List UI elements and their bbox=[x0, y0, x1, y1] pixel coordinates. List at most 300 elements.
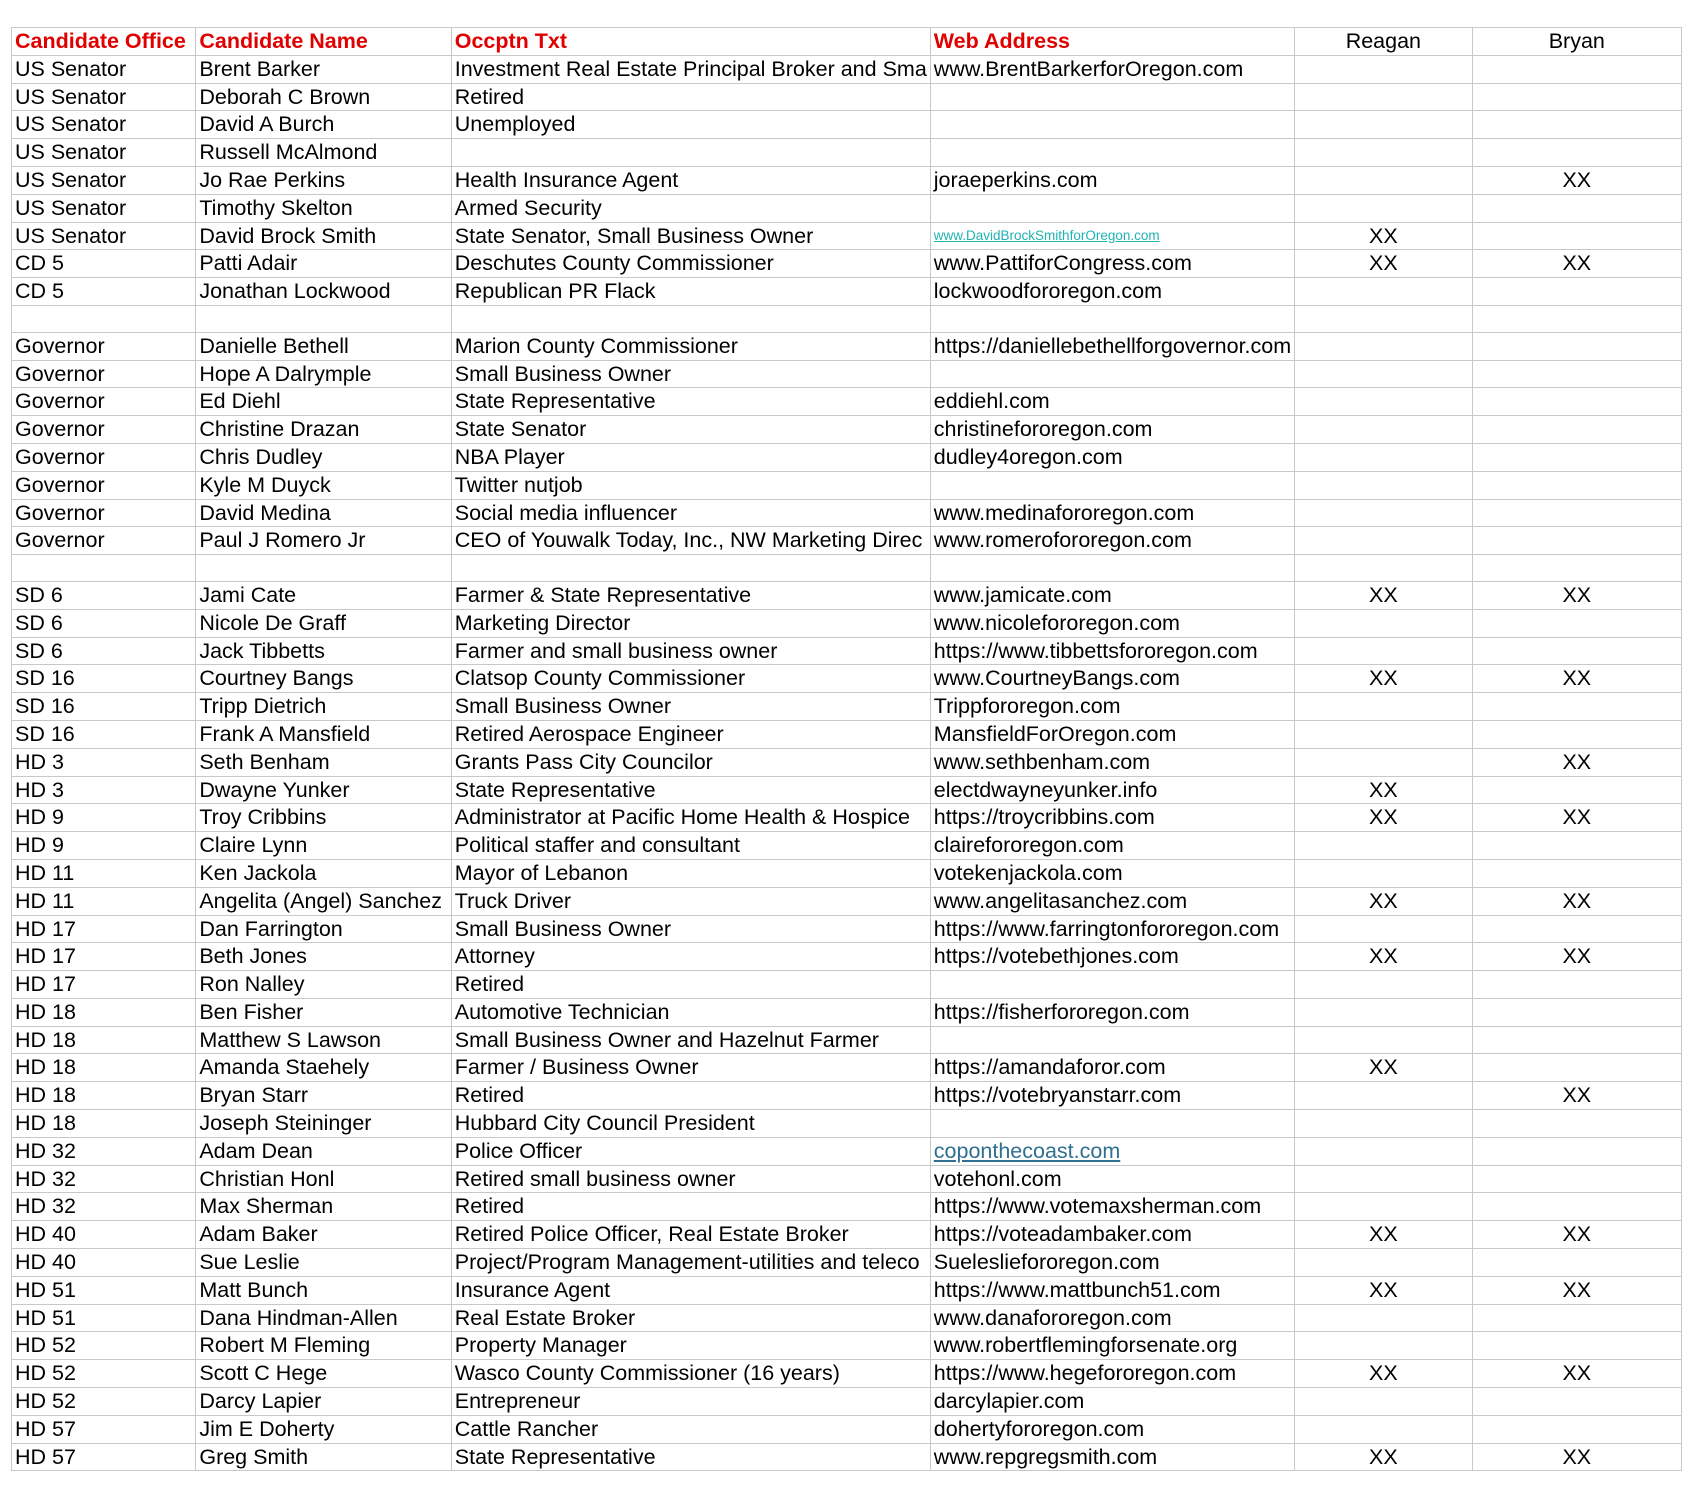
name-cell[interactable]: Courtney Bangs bbox=[196, 665, 451, 693]
occupation-cell[interactable]: Hubbard City Council President bbox=[451, 1110, 930, 1138]
office-cell[interactable]: HD 9 bbox=[12, 832, 196, 860]
reagan-mark-cell[interactable] bbox=[1295, 139, 1472, 167]
name-cell[interactable]: Scott C Hege bbox=[196, 1360, 451, 1388]
office-cell[interactable]: US Senator bbox=[12, 111, 196, 139]
name-cell[interactable]: Claire Lynn bbox=[196, 832, 451, 860]
name-cell[interactable]: Ed Diehl bbox=[196, 388, 451, 416]
name-cell[interactable]: Ben Fisher bbox=[196, 998, 451, 1026]
web-address-cell[interactable]: www.danafororegon.com bbox=[930, 1304, 1294, 1332]
reagan-mark-cell[interactable]: XX bbox=[1295, 804, 1472, 832]
occupation-cell[interactable]: Wasco County Commissioner (16 years) bbox=[451, 1360, 930, 1388]
reagan-mark-cell[interactable] bbox=[1295, 998, 1472, 1026]
occupation-cell[interactable]: Deschutes County Commissioner bbox=[451, 250, 930, 278]
name-cell[interactable]: Adam Baker bbox=[196, 1221, 451, 1249]
bryan-mark-cell[interactable]: XX bbox=[1472, 1082, 1681, 1110]
name-cell[interactable]: Max Sherman bbox=[196, 1193, 451, 1221]
web-address-cell[interactable]: www.sethbenham.com bbox=[930, 748, 1294, 776]
web-address-cell[interactable]: https://votebethjones.com bbox=[930, 943, 1294, 971]
name-cell[interactable]: Deborah C Brown bbox=[196, 83, 451, 111]
reagan-mark-cell[interactable] bbox=[1295, 555, 1472, 582]
office-cell[interactable]: Governor bbox=[12, 416, 196, 444]
office-cell[interactable]: HD 18 bbox=[12, 998, 196, 1026]
reagan-mark-cell[interactable] bbox=[1295, 1332, 1472, 1360]
reagan-mark-cell[interactable] bbox=[1295, 1193, 1472, 1221]
web-address-cell[interactable]: darcylapier.com bbox=[930, 1388, 1294, 1416]
occupation-cell[interactable] bbox=[451, 555, 930, 582]
reagan-mark-cell[interactable] bbox=[1295, 166, 1472, 194]
occupation-cell[interactable]: Project/Program Management-utilities and teleco bbox=[451, 1249, 930, 1277]
office-cell[interactable]: HD 57 bbox=[12, 1443, 196, 1471]
web-address-cell[interactable]: votekenjackola.com bbox=[930, 859, 1294, 887]
office-cell[interactable]: Governor bbox=[12, 443, 196, 471]
occupation-cell[interactable]: Property Manager bbox=[451, 1332, 930, 1360]
bryan-mark-cell[interactable] bbox=[1472, 609, 1681, 637]
occupation-cell[interactable]: Retired small business owner bbox=[451, 1165, 930, 1193]
name-cell[interactable]: Sue Leslie bbox=[196, 1249, 451, 1277]
name-cell[interactable]: Brent Barker bbox=[196, 55, 451, 83]
occupation-cell[interactable]: Armed Security bbox=[451, 194, 930, 222]
name-cell[interactable]: Dwayne Yunker bbox=[196, 776, 451, 804]
reagan-mark-cell[interactable] bbox=[1295, 332, 1472, 360]
bryan-mark-cell[interactable] bbox=[1472, 1137, 1681, 1165]
bryan-mark-cell[interactable]: XX bbox=[1472, 1221, 1681, 1249]
reagan-mark-cell[interactable] bbox=[1295, 693, 1472, 721]
occupation-cell[interactable]: Marion County Commissioner bbox=[451, 332, 930, 360]
header-occupation[interactable]: Occptn Txt bbox=[451, 28, 930, 56]
office-cell[interactable]: US Senator bbox=[12, 166, 196, 194]
occupation-cell[interactable]: Investment Real Estate Principal Broker and Sma bbox=[451, 55, 930, 83]
reagan-mark-cell[interactable] bbox=[1295, 527, 1472, 555]
web-address-cell[interactable]: www.jamicate.com bbox=[930, 581, 1294, 609]
office-cell[interactable]: HD 18 bbox=[12, 1054, 196, 1082]
bryan-mark-cell[interactable] bbox=[1472, 194, 1681, 222]
occupation-cell[interactable]: Small Business Owner bbox=[451, 360, 930, 388]
occupation-cell[interactable]: Entrepreneur bbox=[451, 1388, 930, 1416]
bryan-mark-cell[interactable] bbox=[1472, 1026, 1681, 1054]
web-address-cell[interactable]: www.DavidBrockSmithforOregon.com bbox=[930, 222, 1294, 250]
bryan-mark-cell[interactable] bbox=[1472, 998, 1681, 1026]
occupation-cell[interactable]: Automotive Technician bbox=[451, 998, 930, 1026]
header-candidate-office[interactable]: Candidate Office bbox=[12, 28, 196, 56]
header-reagan[interactable]: Reagan bbox=[1295, 28, 1472, 56]
name-cell[interactable]: Bryan Starr bbox=[196, 1082, 451, 1110]
occupation-cell[interactable]: Marketing Director bbox=[451, 609, 930, 637]
occupation-cell[interactable]: Political staffer and consultant bbox=[451, 832, 930, 860]
name-cell[interactable]: Jami Cate bbox=[196, 581, 451, 609]
reagan-mark-cell[interactable] bbox=[1295, 360, 1472, 388]
web-address-cell[interactable] bbox=[930, 360, 1294, 388]
web-address-cell[interactable] bbox=[930, 194, 1294, 222]
office-cell[interactable] bbox=[12, 305, 196, 332]
web-address-cell[interactable] bbox=[930, 139, 1294, 167]
office-cell[interactable]: HD 18 bbox=[12, 1110, 196, 1138]
reagan-mark-cell[interactable] bbox=[1295, 1082, 1472, 1110]
occupation-cell[interactable]: State Senator, Small Business Owner bbox=[451, 222, 930, 250]
office-cell[interactable]: HD 18 bbox=[12, 1082, 196, 1110]
office-cell[interactable] bbox=[12, 555, 196, 582]
web-address-cell[interactable]: dohertyfororegon.com bbox=[930, 1415, 1294, 1443]
web-address-cell[interactable]: www.angelitasanchez.com bbox=[930, 887, 1294, 915]
occupation-cell[interactable]: NBA Player bbox=[451, 443, 930, 471]
reagan-mark-cell[interactable] bbox=[1295, 859, 1472, 887]
web-address-cell[interactable]: https://www.votemaxsherman.com bbox=[930, 1193, 1294, 1221]
name-cell[interactable]: Dan Farrington bbox=[196, 915, 451, 943]
web-address-cell[interactable] bbox=[930, 471, 1294, 499]
web-address-cell[interactable] bbox=[930, 83, 1294, 111]
web-address-cell[interactable]: https://www.hegefororegon.com bbox=[930, 1360, 1294, 1388]
bryan-mark-cell[interactable]: XX bbox=[1472, 1360, 1681, 1388]
reagan-mark-cell[interactable] bbox=[1295, 1415, 1472, 1443]
web-address-cell[interactable]: https://fisherfororegon.com bbox=[930, 998, 1294, 1026]
header-candidate-name[interactable]: Candidate Name bbox=[196, 28, 451, 56]
occupation-cell[interactable]: Small Business Owner bbox=[451, 915, 930, 943]
occupation-cell[interactable]: Health Insurance Agent bbox=[451, 166, 930, 194]
web-address-cell[interactable]: https://www.mattbunch51.com bbox=[930, 1276, 1294, 1304]
name-cell[interactable]: Timothy Skelton bbox=[196, 194, 451, 222]
web-address-cell[interactable]: joraeperkins.com bbox=[930, 166, 1294, 194]
bryan-mark-cell[interactable] bbox=[1472, 139, 1681, 167]
bryan-mark-cell[interactable] bbox=[1472, 1332, 1681, 1360]
name-cell[interactable]: Christian Honl bbox=[196, 1165, 451, 1193]
web-address-cell[interactable]: https://www.farringtonfororegon.com bbox=[930, 915, 1294, 943]
bryan-mark-cell[interactable] bbox=[1472, 332, 1681, 360]
office-cell[interactable]: SD 6 bbox=[12, 637, 196, 665]
office-cell[interactable]: CD 5 bbox=[12, 278, 196, 306]
bryan-mark-cell[interactable] bbox=[1472, 83, 1681, 111]
web-address-cell[interactable]: christinefororegon.com bbox=[930, 416, 1294, 444]
web-address-cell[interactable]: www.medinafororegon.com bbox=[930, 499, 1294, 527]
name-cell[interactable]: Nicole De Graff bbox=[196, 609, 451, 637]
reagan-mark-cell[interactable] bbox=[1295, 499, 1472, 527]
bryan-mark-cell[interactable] bbox=[1472, 278, 1681, 306]
name-cell[interactable]: David A Burch bbox=[196, 111, 451, 139]
bryan-mark-cell[interactable]: XX bbox=[1472, 1443, 1681, 1471]
reagan-mark-cell[interactable]: XX bbox=[1295, 222, 1472, 250]
name-cell[interactable]: Ken Jackola bbox=[196, 859, 451, 887]
name-cell[interactable]: Paul J Romero Jr bbox=[196, 527, 451, 555]
reagan-mark-cell[interactable] bbox=[1295, 609, 1472, 637]
bryan-mark-cell[interactable] bbox=[1472, 222, 1681, 250]
reagan-mark-cell[interactable]: XX bbox=[1295, 1360, 1472, 1388]
reagan-mark-cell[interactable] bbox=[1295, 471, 1472, 499]
bryan-mark-cell[interactable] bbox=[1472, 55, 1681, 83]
office-cell[interactable]: SD 6 bbox=[12, 609, 196, 637]
name-cell[interactable]: Danielle Bethell bbox=[196, 332, 451, 360]
office-cell[interactable]: HD 17 bbox=[12, 943, 196, 971]
web-address-cell[interactable]: electdwayneyunker.info bbox=[930, 776, 1294, 804]
occupation-cell[interactable]: CEO of Youwalk Today, Inc., NW Marketing Direc bbox=[451, 527, 930, 555]
office-cell[interactable]: HD 17 bbox=[12, 915, 196, 943]
name-cell[interactable]: Amanda Staehely bbox=[196, 1054, 451, 1082]
occupation-cell[interactable]: Attorney bbox=[451, 943, 930, 971]
office-cell[interactable]: HD 9 bbox=[12, 804, 196, 832]
reagan-mark-cell[interactable] bbox=[1295, 1137, 1472, 1165]
web-address-cell[interactable]: www.CourtneyBangs.com bbox=[930, 665, 1294, 693]
occupation-cell[interactable]: Social media influencer bbox=[451, 499, 930, 527]
bryan-mark-cell[interactable]: XX bbox=[1472, 665, 1681, 693]
web-address-cell[interactable]: coponthecoast.com bbox=[930, 1137, 1294, 1165]
occupation-cell[interactable]: Grants Pass City Councilor bbox=[451, 748, 930, 776]
office-cell[interactable]: HD 51 bbox=[12, 1276, 196, 1304]
name-cell[interactable]: Dana Hindman-Allen bbox=[196, 1304, 451, 1332]
reagan-mark-cell[interactable] bbox=[1295, 1304, 1472, 1332]
bryan-mark-cell[interactable]: XX bbox=[1472, 804, 1681, 832]
office-cell[interactable]: SD 6 bbox=[12, 581, 196, 609]
bryan-mark-cell[interactable] bbox=[1472, 360, 1681, 388]
reagan-mark-cell[interactable] bbox=[1295, 83, 1472, 111]
office-cell[interactable]: HD 3 bbox=[12, 748, 196, 776]
web-address-cell[interactable] bbox=[930, 1110, 1294, 1138]
occupation-cell[interactable]: Retired bbox=[451, 83, 930, 111]
office-cell[interactable]: HD 32 bbox=[12, 1137, 196, 1165]
bryan-mark-cell[interactable] bbox=[1472, 832, 1681, 860]
name-cell[interactable]: Jonathan Lockwood bbox=[196, 278, 451, 306]
office-cell[interactable]: HD 32 bbox=[12, 1193, 196, 1221]
name-cell[interactable]: Beth Jones bbox=[196, 943, 451, 971]
bryan-mark-cell[interactable] bbox=[1472, 499, 1681, 527]
reagan-mark-cell[interactable]: XX bbox=[1295, 943, 1472, 971]
bryan-mark-cell[interactable] bbox=[1472, 1415, 1681, 1443]
bryan-mark-cell[interactable] bbox=[1472, 1165, 1681, 1193]
reagan-mark-cell[interactable] bbox=[1295, 1026, 1472, 1054]
office-cell[interactable]: HD 52 bbox=[12, 1332, 196, 1360]
reagan-mark-cell[interactable] bbox=[1295, 1249, 1472, 1277]
bryan-mark-cell[interactable]: XX bbox=[1472, 250, 1681, 278]
bryan-mark-cell[interactable] bbox=[1472, 416, 1681, 444]
reagan-mark-cell[interactable] bbox=[1295, 1110, 1472, 1138]
reagan-mark-cell[interactable] bbox=[1295, 443, 1472, 471]
reagan-mark-cell[interactable] bbox=[1295, 1388, 1472, 1416]
office-cell[interactable]: HD 18 bbox=[12, 1026, 196, 1054]
bryan-mark-cell[interactable] bbox=[1472, 443, 1681, 471]
occupation-cell[interactable]: Republican PR Flack bbox=[451, 278, 930, 306]
reagan-mark-cell[interactable] bbox=[1295, 915, 1472, 943]
name-cell[interactable]: Greg Smith bbox=[196, 1443, 451, 1471]
office-cell[interactable]: SD 16 bbox=[12, 665, 196, 693]
occupation-cell[interactable]: Police Officer bbox=[451, 1137, 930, 1165]
occupation-cell[interactable]: State Representative bbox=[451, 776, 930, 804]
name-cell[interactable]: Angelita (Angel) Sanchez bbox=[196, 887, 451, 915]
occupation-cell[interactable]: Small Business Owner bbox=[451, 693, 930, 721]
office-cell[interactable]: HD 11 bbox=[12, 887, 196, 915]
bryan-mark-cell[interactable] bbox=[1472, 111, 1681, 139]
name-cell[interactable]: Ron Nalley bbox=[196, 971, 451, 999]
office-cell[interactable]: HD 57 bbox=[12, 1415, 196, 1443]
office-cell[interactable]: HD 17 bbox=[12, 971, 196, 999]
name-cell[interactable]: David Medina bbox=[196, 499, 451, 527]
occupation-cell[interactable]: Farmer / Business Owner bbox=[451, 1054, 930, 1082]
occupation-cell[interactable] bbox=[451, 139, 930, 167]
bryan-mark-cell[interactable] bbox=[1472, 1193, 1681, 1221]
occupation-cell[interactable]: Insurance Agent bbox=[451, 1276, 930, 1304]
name-cell[interactable]: Robert M Fleming bbox=[196, 1332, 451, 1360]
bryan-mark-cell[interactable] bbox=[1472, 527, 1681, 555]
office-cell[interactable]: HD 40 bbox=[12, 1249, 196, 1277]
office-cell[interactable]: SD 16 bbox=[12, 720, 196, 748]
web-address-cell[interactable] bbox=[930, 305, 1294, 332]
occupation-cell[interactable]: Retired Aerospace Engineer bbox=[451, 720, 930, 748]
occupation-cell[interactable]: State Representative bbox=[451, 1443, 930, 1471]
reagan-mark-cell[interactable] bbox=[1295, 305, 1472, 332]
name-cell[interactable]: Troy Cribbins bbox=[196, 804, 451, 832]
web-address-cell[interactable]: lockwoodfororegon.com bbox=[930, 278, 1294, 306]
occupation-cell[interactable]: Mayor of Lebanon bbox=[451, 859, 930, 887]
bryan-mark-cell[interactable] bbox=[1472, 720, 1681, 748]
bryan-mark-cell[interactable]: XX bbox=[1472, 581, 1681, 609]
reagan-mark-cell[interactable] bbox=[1295, 832, 1472, 860]
office-cell[interactable]: HD 32 bbox=[12, 1165, 196, 1193]
bryan-mark-cell[interactable] bbox=[1472, 1249, 1681, 1277]
name-cell[interactable]: Adam Dean bbox=[196, 1137, 451, 1165]
reagan-mark-cell[interactable]: XX bbox=[1295, 250, 1472, 278]
bryan-mark-cell[interactable] bbox=[1472, 915, 1681, 943]
web-address-cell[interactable]: Trippfororegon.com bbox=[930, 693, 1294, 721]
office-cell[interactable]: SD 16 bbox=[12, 693, 196, 721]
bryan-mark-cell[interactable] bbox=[1472, 1304, 1681, 1332]
reagan-mark-cell[interactable] bbox=[1295, 416, 1472, 444]
bryan-mark-cell[interactable]: XX bbox=[1472, 1276, 1681, 1304]
office-cell[interactable]: US Senator bbox=[12, 55, 196, 83]
occupation-cell[interactable]: State Senator bbox=[451, 416, 930, 444]
occupation-cell[interactable]: Retired bbox=[451, 971, 930, 999]
name-cell[interactable]: Chris Dudley bbox=[196, 443, 451, 471]
bryan-mark-cell[interactable] bbox=[1472, 859, 1681, 887]
name-cell[interactable]: Kyle M Duyck bbox=[196, 471, 451, 499]
reagan-mark-cell[interactable] bbox=[1295, 388, 1472, 416]
office-cell[interactable]: HD 3 bbox=[12, 776, 196, 804]
web-address-cell[interactable] bbox=[930, 971, 1294, 999]
reagan-mark-cell[interactable] bbox=[1295, 637, 1472, 665]
office-cell[interactable]: Governor bbox=[12, 471, 196, 499]
office-cell[interactable]: HD 52 bbox=[12, 1388, 196, 1416]
reagan-mark-cell[interactable]: XX bbox=[1295, 1276, 1472, 1304]
occupation-cell[interactable]: Truck Driver bbox=[451, 887, 930, 915]
office-cell[interactable]: Governor bbox=[12, 527, 196, 555]
office-cell[interactable]: US Senator bbox=[12, 222, 196, 250]
office-cell[interactable]: HD 11 bbox=[12, 859, 196, 887]
occupation-cell[interactable]: Unemployed bbox=[451, 111, 930, 139]
occupation-cell[interactable]: Retired bbox=[451, 1082, 930, 1110]
bryan-mark-cell[interactable] bbox=[1472, 637, 1681, 665]
name-cell[interactable]: Joseph Steininger bbox=[196, 1110, 451, 1138]
bryan-mark-cell[interactable] bbox=[1472, 555, 1681, 582]
reagan-mark-cell[interactable] bbox=[1295, 194, 1472, 222]
occupation-cell[interactable] bbox=[451, 305, 930, 332]
reagan-mark-cell[interactable] bbox=[1295, 55, 1472, 83]
name-cell[interactable]: Christine Drazan bbox=[196, 416, 451, 444]
web-address-cell[interactable]: votehonl.com bbox=[930, 1165, 1294, 1193]
header-bryan[interactable]: Bryan bbox=[1472, 28, 1681, 56]
reagan-mark-cell[interactable] bbox=[1295, 111, 1472, 139]
name-cell[interactable]: Russell McAlmond bbox=[196, 139, 451, 167]
bryan-mark-cell[interactable] bbox=[1472, 1054, 1681, 1082]
office-cell[interactable]: HD 51 bbox=[12, 1304, 196, 1332]
web-address-cell[interactable]: MansfieldForOregon.com bbox=[930, 720, 1294, 748]
web-address-cell[interactable]: www.PattiforCongress.com bbox=[930, 250, 1294, 278]
occupation-cell[interactable]: Cattle Rancher bbox=[451, 1415, 930, 1443]
web-address-cell[interactable] bbox=[930, 555, 1294, 582]
bryan-mark-cell[interactable] bbox=[1472, 305, 1681, 332]
web-address-cell[interactable]: eddiehl.com bbox=[930, 388, 1294, 416]
web-address-cell[interactable]: Suelesliefororegon.com bbox=[930, 1249, 1294, 1277]
reagan-mark-cell[interactable]: XX bbox=[1295, 776, 1472, 804]
office-cell[interactable]: HD 52 bbox=[12, 1360, 196, 1388]
web-address-cell[interactable]: www.repgregsmith.com bbox=[930, 1443, 1294, 1471]
web-address-cell[interactable]: https://voteadambaker.com bbox=[930, 1221, 1294, 1249]
occupation-cell[interactable]: Retired Police Officer, Real Estate Broker bbox=[451, 1221, 930, 1249]
office-cell[interactable]: HD 40 bbox=[12, 1221, 196, 1249]
name-cell[interactable] bbox=[196, 555, 451, 582]
reagan-mark-cell[interactable]: XX bbox=[1295, 665, 1472, 693]
bryan-mark-cell[interactable] bbox=[1472, 1110, 1681, 1138]
name-cell[interactable] bbox=[196, 305, 451, 332]
reagan-mark-cell[interactable]: XX bbox=[1295, 1443, 1472, 1471]
name-cell[interactable]: David Brock Smith bbox=[196, 222, 451, 250]
web-address-cell[interactable]: www.nicolefororegon.com bbox=[930, 609, 1294, 637]
web-address-cell[interactable]: https://troycribbins.com bbox=[930, 804, 1294, 832]
reagan-mark-cell[interactable]: XX bbox=[1295, 581, 1472, 609]
name-cell[interactable]: Hope A Dalrymple bbox=[196, 360, 451, 388]
office-cell[interactable]: US Senator bbox=[12, 139, 196, 167]
reagan-mark-cell[interactable] bbox=[1295, 1165, 1472, 1193]
occupation-cell[interactable]: Twitter nutjob bbox=[451, 471, 930, 499]
reagan-mark-cell[interactable]: XX bbox=[1295, 1221, 1472, 1249]
bryan-mark-cell[interactable]: XX bbox=[1472, 887, 1681, 915]
office-cell[interactable]: US Senator bbox=[12, 83, 196, 111]
reagan-mark-cell[interactable] bbox=[1295, 278, 1472, 306]
bryan-mark-cell[interactable] bbox=[1472, 971, 1681, 999]
name-cell[interactable]: Jack Tibbetts bbox=[196, 637, 451, 665]
reagan-mark-cell[interactable] bbox=[1295, 748, 1472, 776]
name-cell[interactable]: Jim E Doherty bbox=[196, 1415, 451, 1443]
bryan-mark-cell[interactable]: XX bbox=[1472, 166, 1681, 194]
web-address-cell[interactable]: https://www.tibbettsfororegon.com bbox=[930, 637, 1294, 665]
name-cell[interactable]: Matt Bunch bbox=[196, 1276, 451, 1304]
header-web-address[interactable]: Web Address bbox=[930, 28, 1294, 56]
occupation-cell[interactable]: Administrator at Pacific Home Health & Hospice bbox=[451, 804, 930, 832]
occupation-cell[interactable]: Farmer and small business owner bbox=[451, 637, 930, 665]
office-cell[interactable]: Governor bbox=[12, 360, 196, 388]
office-cell[interactable]: Governor bbox=[12, 388, 196, 416]
web-address-cell[interactable]: https://votebryanstarr.com bbox=[930, 1082, 1294, 1110]
bryan-mark-cell[interactable] bbox=[1472, 471, 1681, 499]
occupation-cell[interactable]: Clatsop County Commissioner bbox=[451, 665, 930, 693]
web-address-cell[interactable]: https://daniellebethellforgovernor.com bbox=[930, 332, 1294, 360]
occupation-cell[interactable]: Retired bbox=[451, 1193, 930, 1221]
reagan-mark-cell[interactable] bbox=[1295, 971, 1472, 999]
occupation-cell[interactable]: Small Business Owner and Hazelnut Farmer bbox=[451, 1026, 930, 1054]
web-address-cell[interactable]: www.romerofororegon.com bbox=[930, 527, 1294, 555]
occupation-cell[interactable]: Real Estate Broker bbox=[451, 1304, 930, 1332]
name-cell[interactable]: Jo Rae Perkins bbox=[196, 166, 451, 194]
reagan-mark-cell[interactable] bbox=[1295, 720, 1472, 748]
web-address-cell[interactable]: dudley4oregon.com bbox=[930, 443, 1294, 471]
web-address-cell[interactable]: www.robertflemingforsenate.org bbox=[930, 1332, 1294, 1360]
web-address-cell[interactable] bbox=[930, 1026, 1294, 1054]
office-cell[interactable]: CD 5 bbox=[12, 250, 196, 278]
bryan-mark-cell[interactable] bbox=[1472, 1388, 1681, 1416]
web-address-cell[interactable]: https://amandaforor.com bbox=[930, 1054, 1294, 1082]
office-cell[interactable]: US Senator bbox=[12, 194, 196, 222]
name-cell[interactable]: Seth Benham bbox=[196, 748, 451, 776]
name-cell[interactable]: Darcy Lapier bbox=[196, 1388, 451, 1416]
bryan-mark-cell[interactable]: XX bbox=[1472, 748, 1681, 776]
name-cell[interactable]: Matthew S Lawson bbox=[196, 1026, 451, 1054]
bryan-mark-cell[interactable] bbox=[1472, 776, 1681, 804]
bryan-mark-cell[interactable]: XX bbox=[1472, 943, 1681, 971]
office-cell[interactable]: Governor bbox=[12, 332, 196, 360]
occupation-cell[interactable]: State Representative bbox=[451, 388, 930, 416]
